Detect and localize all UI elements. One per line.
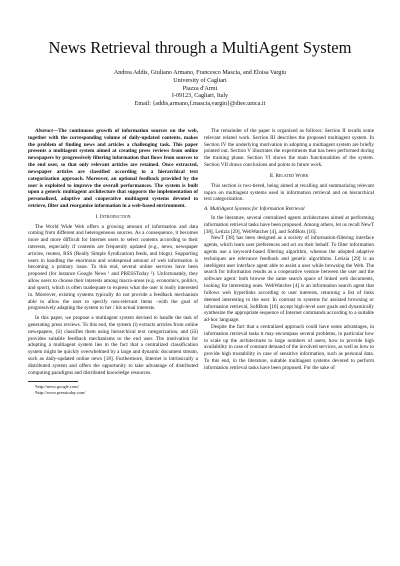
abstract-label: Abstract (35, 128, 53, 134)
mas-ir-paragraph-1: In the literature, several centralized agents architectures aimed at performing information retrieval tasks have been proposed. Among others, let us recall NewT [38], Letizia [29], WebWatcher [4], and SoftBots [16]. (204, 214, 374, 235)
related-work-intro: This section is two-tiered, being aimed at recalling and summarizing relevant topics on multiagent systems used in information retrieval and on hierarchical text categorization. (204, 182, 374, 203)
outline-paragraph: The remainder of the paper is organized as follows: Section II recalls some relevant related work. Section III describes the proposed multiagent system. In Section IV the underlying motivation in adopting a multiagent system are briefly pointed out. Section V illustrates the experiments that has been performed during the training phase. Section VI shows the main functionalities of the system. Section VII draws conclusions and points to future work. (204, 128, 374, 169)
affiliation: University of Cagliari (173, 77, 227, 84)
intro-paragraph-1: The World Wide Web offers a growing amount of information and data coming from different and heterogeneous sources. As a consequence, it becomes more and more difficult for Internet users to select contents according to their interests, especially if contents are frequently updated (e.g., news, newspaper articles, reuters, RSS (Really Simple Syndication) feeds, and blogs). Supporting users in handling the enormous and widespread amount of web information is becoming a primary issue. To this end, several online services have been proposed (for instance Google News ¹ and PRESSToday ²). Unfortunately, they allow users to choose their interests among macro-areas (e.g. economics, politics, and sport), which is often inadequate to express what the user is really interested in. Moreover, existing systems typically do not provide a feedback mechanism able to allow the user to specify non-relevant items –with the goal of progressively adapting the system to her / his actual interests. (28, 223, 198, 312)
author-block (0, 70, 400, 109)
author-email: Email: {addis,armano,f.mascia,vargiu}@diee.unica.it (134, 101, 266, 108)
section-heading-introduction: I. Introduction (95, 213, 131, 220)
author-names: Andrea Addis, Giuliano Armano, Francesco Mascia, and Eloisa Vargiu (113, 70, 287, 76)
street-address: Piazza d'Armi (182, 85, 218, 92)
footnote-1: ¹http://news.google.com/ (35, 384, 79, 390)
mas-ir-paragraph-3: Despite the fact that a centralized approach could have some advantages, in information retrieval tasks it may encompass several problems, in particular how to scale up the architectures to large numbers of users, how to provide high availability in case of constant demand of the involved services, as well as how to provide high trustability in case of sensitive information, such as personal data. To this end, in the literature, suitable multiagent systems devoted to perform information retrieval tasks have been proposed. For the sake of (204, 323, 374, 371)
subsection-heading-mas-ir: A. MultiAgent Systems for Information Retrieval (204, 206, 305, 213)
abstract-text: —The continuous growth of information sources on the web, together with the corresponding volume of daily-updated contents, makes the problem of finding news and articles a challenging task. This paper presents a multiagent system aimed at creating press reviews from online newspapers by progressively filtering information that flows from sources to the end user, so that only relevant articles are retained. Once extracted, newspaper articles are classified according to a hierarchical text categorization approach. Moreover, an optional feedback provided by the user is exploited to improve the overall performances. The system is built upon a generic multiagent architecture that supports the implementation of personalized, adaptive and cooperative multiagent systems devoted to retrieve, filter and reorganize information in a web-based environment. (28, 128, 198, 209)
right-column (204, 128, 374, 372)
left-column (28, 128, 198, 395)
city-address: I-09123, Cagliari, Italy (171, 93, 229, 100)
footnote-rule (28, 381, 78, 382)
footnote-2: ²http://www.presstoday.com/ (35, 389, 86, 395)
intro-paragraph-2: In this paper, we propose a multiagent system devised to handle the task of generating press reviews. To this end, the system (i) extracts articles from online newspapers, (ii) classifies them using hierarchical text categorization, and (iii) provides suitable feedback mechanisms to the end user. The motivation for adopting a multiagent system lies in the fact that a centralized classification system might be quickly overwhelmed by a large and dynamic document stream, such as daily-updated online news [18]. Furthermore, Internet is intrinsically a distributed system and offers the opportunity to take advantage of distributed computing paradigms and distributed knowledge resources. (28, 315, 198, 376)
abstract (28, 128, 198, 210)
section-heading-related-work: II. Related Work (269, 172, 309, 179)
paper-title: News Retrieval through a MultiAgent System (48, 38, 352, 57)
mas-ir-paragraph-2: NewT [38] has been designed as a society of information-filtering interface agents, which learn user preferences and act on their behalf. To filter information agents use a keyword-based filtering algorithm, whereas the adopted adaptive techniques are relevance feedback and genetic algorithms. Letizia [29] is an intelligent user interface agent able to assist a user while browsing the Web. The search for information results as a cooperative venture between the user and the software agent: both browse the same search space of linked web documents, looking for interesting ones. WebWatcher [4] is an information search agent that follows web hyperlinks according to user interests, returning a list of links deemed interesting to the user. In contrast to systems for assisted browsing or information retrieval, SoftBots [16] accept high-level user goals and dynamically synthesize the appropriate sequence of Internet commands according to a suitable ad-hoc language. (204, 235, 374, 324)
